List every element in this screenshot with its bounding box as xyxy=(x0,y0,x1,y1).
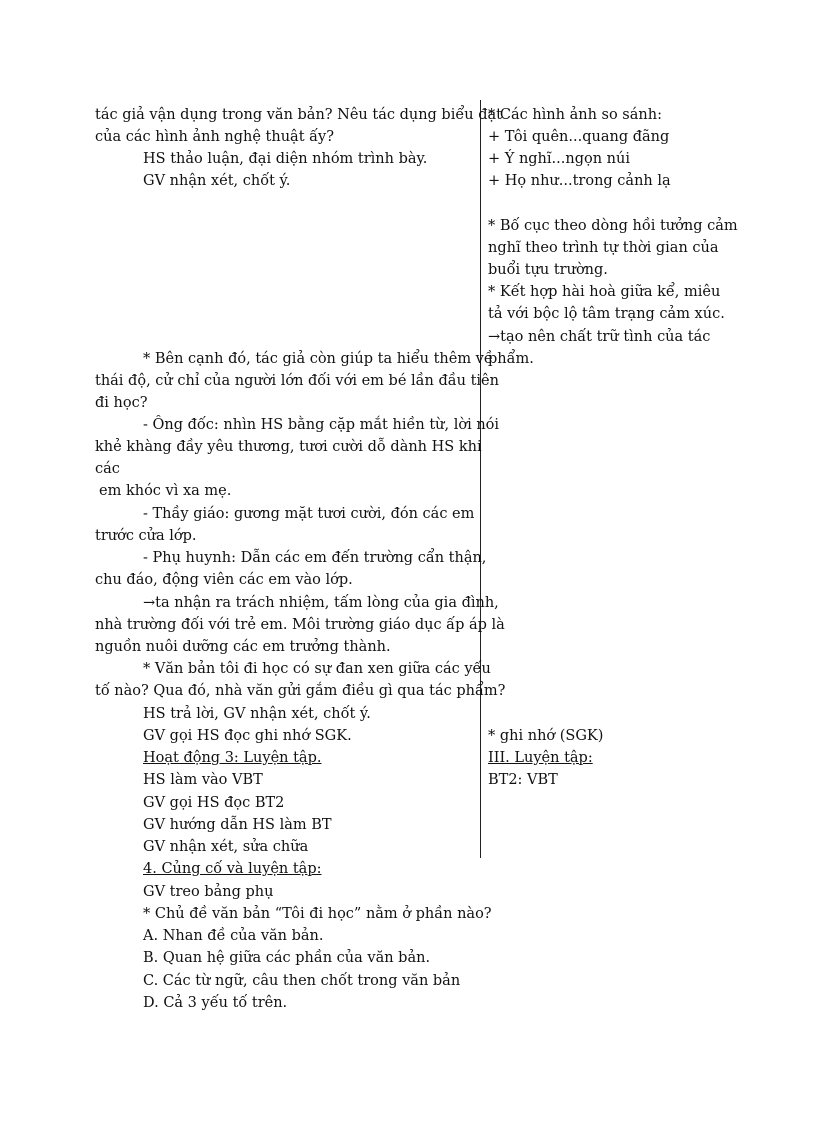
text-line: * Kết hợp hài hoà giữa kể, miêu xyxy=(488,284,721,300)
text-line: nguồn nuôi dưỡng các em trưởng thành. xyxy=(95,639,391,655)
text-line: GV gọi HS đọc BT2 xyxy=(143,795,285,811)
text-line: + Ý nghĩ...ngọn núi xyxy=(488,151,630,167)
text-line: * Các hình ảnh so sánh: xyxy=(488,107,662,123)
text-line: + Họ như...trong cảnh lạ xyxy=(488,173,671,189)
text-line: D. Cả 3 yếu tố trên. xyxy=(143,995,288,1011)
text-line: phẩm. xyxy=(488,351,534,367)
text-line: BT2: VBT xyxy=(488,772,558,788)
text-line: A. Nhan đề của văn bản. xyxy=(143,928,324,944)
text-line: * Chủ đề văn bản “Tôi đi học” nằm ở phần nào? xyxy=(143,906,492,922)
text-line: chu đáo, động viên các em vào lớp. xyxy=(95,572,353,588)
text-line: - Ông đốc: nhìn HS bằng cặp mắt hiền từ, lời nói xyxy=(143,417,500,433)
text-line: HS thảo luận, đại diện nhóm trình bày. xyxy=(143,151,428,167)
text-line: thái độ, cử chỉ của người lớn đối với em bé lần đầu tiên xyxy=(95,373,499,389)
text-line: GV hướng dẫn HS làm BT xyxy=(143,817,332,833)
column-divider xyxy=(480,100,481,858)
text-line: C. Các từ ngữ, câu then chốt trong văn bản xyxy=(143,973,461,989)
text-line: khẻ khàng đầy yêu thương, tươi cười dỗ dành HS khi xyxy=(95,439,482,455)
section-heading: Hoạt động 3: Luyện tập. xyxy=(143,750,322,766)
section-heading: 4. Củng cố và luyện tập: xyxy=(143,861,322,877)
text-line: + Tôi quên...quang đãng xyxy=(488,129,670,145)
text-line: nhà trường đối với trẻ em. Môi trường giáo dục ấp áp là xyxy=(95,617,505,633)
text-line: đi học? xyxy=(95,395,148,411)
text-line: →tạo nên chất trữ tình của tác xyxy=(488,329,711,345)
text-line: các xyxy=(95,461,120,477)
text-line: trước cửa lớp. xyxy=(95,528,197,544)
text-line: B. Quan hệ giữa các phần của văn bản. xyxy=(143,950,431,966)
text-line: của các hình ảnh nghệ thuật ấy? xyxy=(95,129,334,145)
text-line: em khóc vì xa mẹ. xyxy=(99,483,232,499)
text-line: * Bố cục theo dòng hồi tưởng cảm xyxy=(488,218,738,234)
text-line: nghĩ theo trình tự thời gian của xyxy=(488,240,719,256)
section-heading: III. Luyện tập: xyxy=(488,750,593,766)
text-line: - Thầy giáo: gương mặt tươi cười, đón các em xyxy=(143,506,475,522)
text-line: * Bên cạnh đó, tác giả còn giúp ta hiểu thêm về xyxy=(143,351,493,367)
text-line: tác giả vận dụng trong văn bản? Nêu tác dụng biểu đạt xyxy=(95,107,502,123)
text-line: GV gọi HS đọc ghi nhớ SGK. xyxy=(143,728,352,744)
text-line: GV nhận xét, chốt ý. xyxy=(143,173,291,189)
text-line: * ghi nhớ (SGK) xyxy=(488,728,604,744)
text-line: tả với bộc lộ tâm trạng cảm xúc. xyxy=(488,306,725,322)
text-line: tố nào? Qua đó, nhà văn gửi gắm điều gì qua tác phẩm? xyxy=(95,683,506,699)
text-line: HS làm vào VBT xyxy=(143,772,263,788)
text-line: * Văn bản tôi đi học có sự đan xen giữa các yếu xyxy=(143,661,491,677)
text-line: GV treo bảng phụ xyxy=(143,884,274,900)
text-line: buổi tựu trường. xyxy=(488,262,608,278)
text-line: - Phụ huynh: Dẫn các em đến trường cẩn thận, xyxy=(143,550,487,566)
text-line: GV nhận xét, sửa chữa xyxy=(143,839,309,855)
text-line: →ta nhận ra trách nhiệm, tấm lòng của gia đình, xyxy=(143,595,499,611)
text-line: HS trả lời, GV nhận xét, chốt ý. xyxy=(143,706,371,722)
